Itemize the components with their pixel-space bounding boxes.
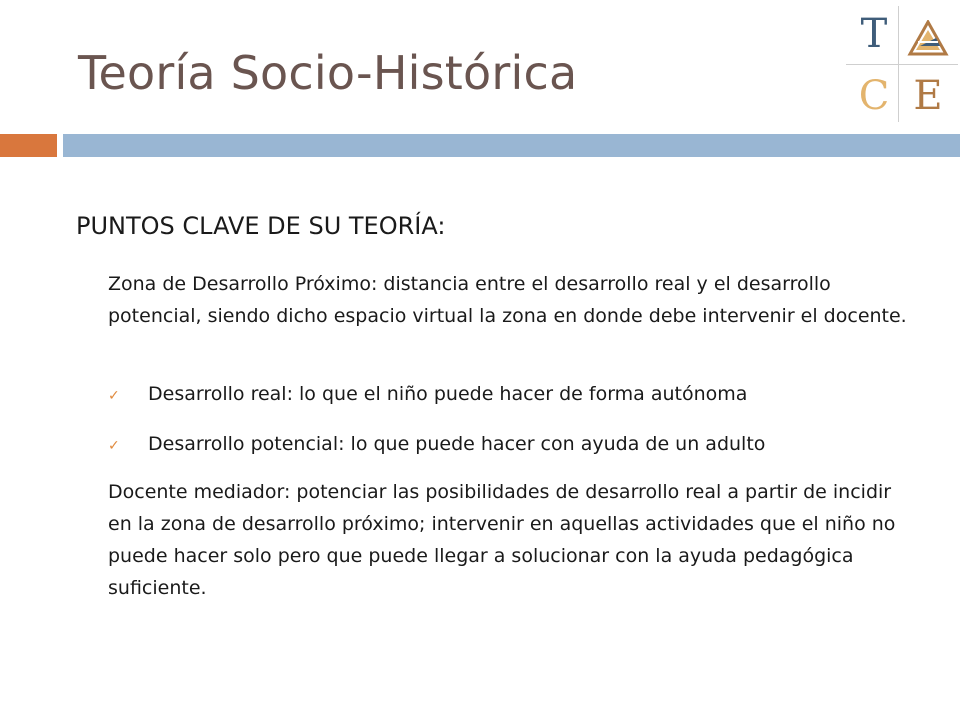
logo-divider-horizontal — [846, 64, 958, 65]
paragraph-docente-mediador: Docente mediador: potenciar las posibilidades de desarrollo real a partir de incidir en la zona de desarrollo próximo; intervenir en aquellas actividades que el niño no puede hacer solo pero que puede llegar a solucionar con la ayuda pedagógica suficiente. — [108, 481, 896, 599]
bullet-text: Desarrollo potencial: lo que puede hacer con ayuda de un adulto — [148, 433, 766, 455]
logo-letter-t: T — [860, 11, 888, 57]
list-item — [108, 378, 747, 412]
accent-bar-orange — [0, 134, 57, 157]
tce-logo — [846, 6, 958, 122]
section-heading: PUNTOS CLAVE DE SU TEORÍA: — [76, 212, 446, 240]
checkmark-icon: ✓ — [108, 438, 120, 454]
checkmark-icon: ✓ — [108, 388, 120, 404]
logo-triangle-icon — [906, 20, 950, 56]
list-item — [108, 428, 765, 462]
logo-letter-e: E — [913, 73, 943, 119]
bullet-text: Desarrollo real: lo que el niño puede hacer de forma autónoma — [148, 383, 748, 405]
logo-letter-c: C — [858, 73, 890, 119]
paragraph-zona-desarrollo: Zona de Desarrollo Próximo: distancia entre el desarrollo real y el desarrollo potencial, siendo dicho espacio virtual la zona en donde debe intervenir el docente. — [108, 273, 907, 327]
slide-title: Teoría Socio-Histórica — [78, 46, 578, 100]
accent-bar-blue — [63, 134, 960, 157]
